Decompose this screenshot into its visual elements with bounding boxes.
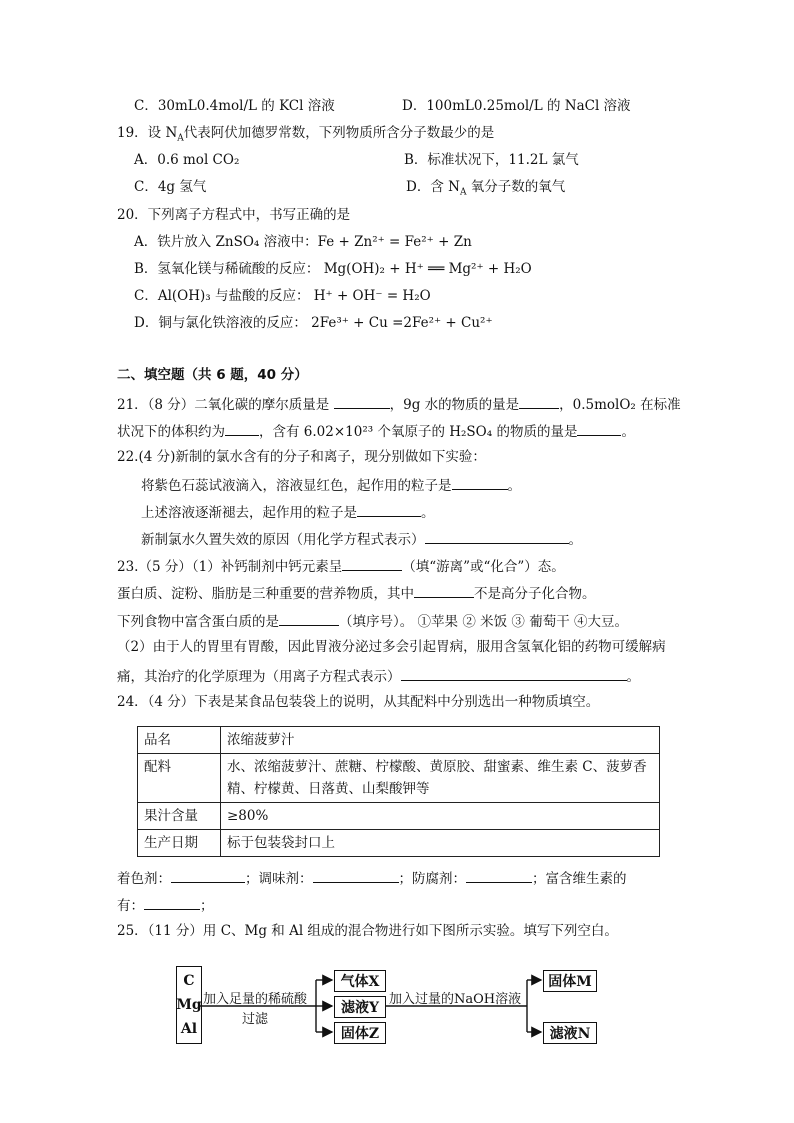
- q22-text-2: 。: [507, 478, 521, 494]
- q22-text-4: 。: [421, 505, 435, 521]
- q24-text-4: ；富含维生素的: [532, 871, 627, 887]
- q24-text-1: 着色剂：: [117, 871, 171, 887]
- table-key: 配料: [138, 754, 221, 803]
- filtrate-y-box: 滤液Y: [334, 996, 386, 1018]
- q24-stem: 24．（4 分）下表是某食品包装袋上的说明，从其配料中分别选出一种物质填空。: [117, 694, 600, 710]
- q24-text-5: 有：: [117, 898, 144, 914]
- q19-option-d-sub: A: [459, 187, 467, 198]
- table-value: ≥80%: [221, 803, 660, 830]
- q19-option-c: C．4g 氢气: [134, 179, 207, 195]
- q22-text-5: 新制氯水久置失效的原因（用化学方程式表示）: [141, 532, 425, 548]
- q25-stem: 25．（11 分）用 C、Mg 和 Al 组成的混合物进行如下图所示实验。填写下列空白。: [117, 923, 618, 939]
- q19-stem-text-2: 代表阿伏加德罗常数，下列物质所含分子数最少的是: [183, 125, 495, 141]
- gas-x-box: 气体X: [334, 970, 386, 992]
- q21-text-1: 21．（8 分）二氧化碳的摩尔质量是: [117, 397, 330, 413]
- q23-text-6: （填序号）。 ①苹果 ② 米饭 ③ 葡萄干 ④大豆。: [339, 614, 628, 630]
- step-1-label: 加入足量的稀硫酸: [203, 992, 308, 1007]
- mixture-mg: Mg: [176, 997, 202, 1013]
- q20-option-b: B．氢氧化镁与稀硫酸的反应： Mg(OH)₂ + H⁺ ══ Mg²⁺ + H₂O: [134, 261, 532, 277]
- q23-text-1: 23.（5 分）（1）补钙制剂中钙元素呈: [117, 559, 343, 575]
- q21-text-3: ，0.5molO₂ 在标准: [559, 397, 681, 413]
- section-2-title: 二、填空题（共 6 题，40 分）: [117, 367, 308, 383]
- q21-text-5: ，含有 6.02×10²³ 个氧原子的 H₂SO₄ 的物质的量是: [259, 424, 578, 440]
- q24-text-6: ；: [200, 898, 214, 914]
- solid-z-box: 固体Z: [334, 1022, 386, 1044]
- mixture-al: Al: [180, 1021, 198, 1037]
- q23-text-2: （填“游离”或“化合”）态。: [402, 559, 565, 575]
- q19-stem-text: 19．设 N: [117, 125, 178, 141]
- q19-option-a: A．0.6 mol CO₂: [134, 152, 240, 168]
- q23-text-4: 不是高分子化合物。: [474, 586, 596, 602]
- q24-text-3: ；防腐剂：: [398, 871, 466, 887]
- step-1-filter-label: 过滤: [242, 1012, 269, 1027]
- mixture-c: C: [183, 973, 195, 989]
- q19-option-d-text-2: 氧分子数的氧气: [466, 179, 566, 195]
- q18-option-d: D．100mL0.25mol/L 的 NaCl 溶液: [402, 98, 631, 114]
- q22-text-1: 将紫色石蕊试液滴入，溶液显红色，起作用的粒子是: [141, 478, 452, 494]
- q22-text-3: 上述溶液逐渐褪去，起作用的粒子是: [141, 505, 357, 521]
- q19-option-d-text: D．含 N: [406, 179, 460, 195]
- q21-text-2: ，9g 水的物质的量是: [389, 397, 520, 413]
- q19-option-b: B．标准状况下，11.2L 氯气: [404, 152, 579, 168]
- q21-text-4: 状况下的体积约为: [117, 424, 225, 440]
- q20-option-d: D．铜与氯化铁溶液的反应： 2Fe³⁺ + Cu =2Fe²⁺ + Cu²⁺: [134, 315, 493, 331]
- q22-line-1: 22.(4 分)新制的氯水含有的分子和离子，现分别做如下实验：: [117, 449, 486, 465]
- table-value: 水、浓缩菠萝汁、蔗糖、柠檬酸、黄原胶、甜蜜素、维生素 C、菠萝香精、柠檬黄、日落黄、山梨酸钾等: [221, 754, 660, 803]
- q20-stem: 20．下列离子方程式中，书写正确的是: [117, 207, 351, 223]
- table-key: 品名: [138, 727, 221, 754]
- table-value: 浓缩菠萝汁: [221, 727, 660, 754]
- step-2-label: 加入过量的NaOH溶液: [389, 992, 522, 1007]
- solid-m-box: 固体M: [543, 970, 597, 992]
- q19-stem-sub: A: [177, 133, 184, 144]
- q20-option-a: A．铁片放入 ZnSO₄ 溶液中：Fe + Zn²⁺ = Fe²⁺ + Zn: [134, 234, 472, 250]
- q23-text-7: 痛，其治疗的化学原理为（用离子方程式表示）: [117, 669, 401, 685]
- q24-text-2: ；调味剂：: [245, 871, 313, 887]
- q20-option-c: C．Al(OH)₃ 与盐酸的反应： H⁺ + OH⁻ = H₂O: [134, 288, 431, 304]
- q22-text-6: 。: [568, 532, 582, 548]
- q23-text-5: 下列食物中富含蛋白质的是: [117, 614, 279, 630]
- q18-option-c: C．30mL0.4mol/L 的 KCl 溶液: [134, 98, 335, 114]
- table-key: 果汁含量: [138, 803, 221, 830]
- q23-line-4: （2）由于人的胃里有胃酸，因此胃液分泌过多会引起胃病，服用含氢氧化铝的药物可缓解病: [117, 639, 666, 655]
- table-value: 标于包装袋封口上: [221, 830, 660, 857]
- q23-text-3: 蛋白质、淀粉、脂肪是三种重要的营养物质，其中: [117, 586, 414, 602]
- table-key: 生产日期: [138, 830, 221, 857]
- q21-text-6: 。: [621, 424, 635, 440]
- filtrate-n-box: 滤液N: [543, 1022, 597, 1044]
- q23-text-8: 。: [626, 669, 640, 685]
